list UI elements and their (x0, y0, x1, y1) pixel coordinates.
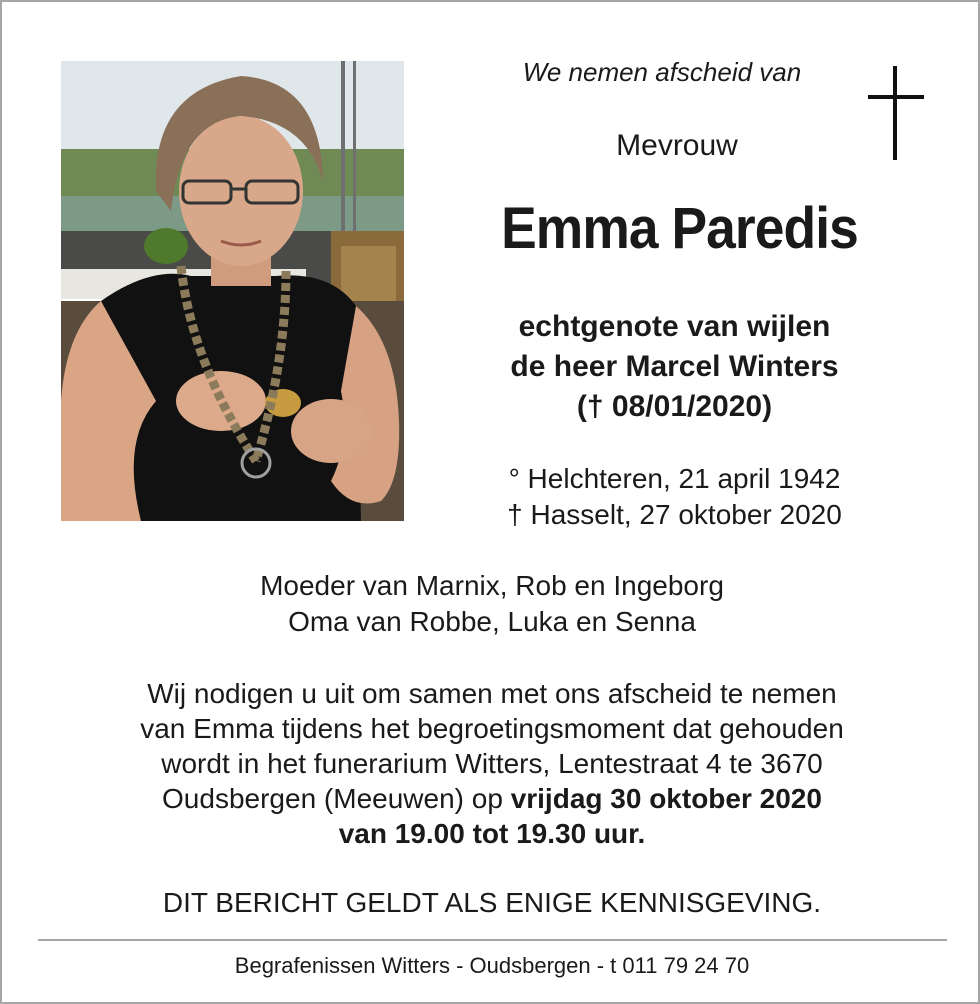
invitation-line-4 (42, 781, 942, 816)
spouse-line-1: echtgenote van wijlen (518, 310, 831, 343)
honorific: Mevrouw (616, 129, 738, 162)
notice-text: DIT BERICHT GELDT ALS ENIGE KENNISGEVING. (162, 887, 822, 918)
spouse-block (442, 307, 907, 427)
life-dates (442, 461, 907, 533)
invitation-block (42, 676, 942, 851)
intro-text: We nemen afscheid van (522, 57, 802, 87)
spouse-line-2: de heer Marcel Winters (510, 350, 839, 383)
spouse-line-3: († 08/01/2020) (576, 390, 773, 423)
footer-divider (38, 939, 947, 941)
deceased-name: Emma Paredis (501, 196, 858, 261)
invitation-location: Oudsbergen (Meeuwen) op (162, 783, 511, 814)
invitation-line-5 (42, 816, 942, 851)
portrait-photo (61, 61, 404, 521)
death-date: † Hasselt, 27 oktober 2020 (507, 499, 842, 530)
invitation-date: vrijdag 30 oktober 2020 (510, 783, 822, 814)
grandchildren-line: Oma van Robbe, Luka en Senna (288, 606, 696, 637)
invitation-line-3: wordt in het funerarium Witters, Lentestraat 4 te 3670 (161, 748, 823, 779)
invitation-time: van 19.00 tot 19.30 uur. (338, 818, 646, 849)
children-line: Moeder van Marnix, Rob en Ingeborg (260, 570, 724, 601)
footer-text: Begrafenissen Witters - Oudsbergen - t 011 79 24 70 (234, 953, 750, 978)
family-block (92, 568, 892, 640)
invitation-line-1: Wij nodigen u uit om samen met ons afscheid te nemen (147, 678, 837, 709)
birth-date: ° Helchteren, 21 april 1942 (508, 463, 841, 494)
invitation-line-2: van Emma tijdens het begroetingsmoment dat gehouden (140, 713, 844, 744)
